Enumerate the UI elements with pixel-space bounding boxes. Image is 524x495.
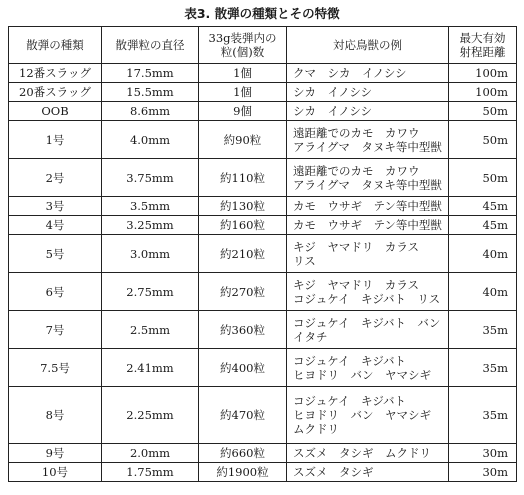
cell-diameter: 1.75mm — [102, 463, 199, 482]
table-row — [9, 197, 517, 216]
table-row — [9, 273, 517, 311]
cell-range: 30m — [449, 444, 517, 463]
cell-game: スズメ タシギ ムクドリ — [287, 444, 449, 463]
cell-type: 20番スラッグ — [9, 83, 102, 102]
cell-diameter: 3.5mm — [102, 197, 199, 216]
cell-diameter: 17.5mm — [102, 64, 199, 83]
header-type: 散弾の種類 — [9, 27, 102, 64]
cell-range: 40m — [449, 235, 517, 273]
header-range: 最大有効 射程距離 — [449, 27, 517, 64]
cell-count: 約1900粒 — [199, 463, 287, 482]
table-row — [9, 349, 517, 387]
cell-diameter: 2.0mm — [102, 444, 199, 463]
cell-count: 約270粒 — [199, 273, 287, 311]
cell-type: 5号 — [9, 235, 102, 273]
cell-diameter: 3.0mm — [102, 235, 199, 273]
header-row — [9, 27, 517, 64]
cell-game: 遠距離でのカモ カワウ アライグマ タヌキ等中型獣 — [287, 121, 449, 159]
cell-range: 35m — [449, 311, 517, 349]
cell-game: スズメ タシギ — [287, 463, 449, 482]
cell-game: キジ ヤマドリ カラス リス — [287, 235, 449, 273]
cell-range: 45m — [449, 197, 517, 216]
cell-diameter: 2.41mm — [102, 349, 199, 387]
cell-diameter: 15.5mm — [102, 83, 199, 102]
cell-count: 1個 — [199, 64, 287, 83]
cell-diameter: 8.6mm — [102, 102, 199, 121]
header-game: 対応鳥獣の例 — [287, 27, 449, 64]
cell-type: 10号 — [9, 463, 102, 482]
cell-range: 40m — [449, 273, 517, 311]
table-row — [9, 311, 517, 349]
cell-game: コジュケイ キジバト バン イタチ — [287, 311, 449, 349]
cell-range: 50m — [449, 159, 517, 197]
cell-range: 35m — [449, 387, 517, 444]
cell-type: 12番スラッグ — [9, 64, 102, 83]
table-caption: 表3. 散弾の種類とその特徴 — [184, 6, 340, 21]
cell-range: 100m — [449, 64, 517, 83]
shot-table — [8, 26, 517, 482]
cell-game: 遠距離でのカモ カワウ アライグマ タヌキ等中型獣 — [287, 159, 449, 197]
cell-count: 約210粒 — [199, 235, 287, 273]
cell-type: 9号 — [9, 444, 102, 463]
cell-range: 45m — [449, 216, 517, 235]
table-row — [9, 216, 517, 235]
table-row — [9, 387, 517, 444]
cell-type: 3号 — [9, 197, 102, 216]
cell-count: 約660粒 — [199, 444, 287, 463]
cell-count: 約470粒 — [199, 387, 287, 444]
cell-count: 約360粒 — [199, 311, 287, 349]
cell-game: コジュケイ キジバト ヒヨドリ バン ヤマシギ ムクドリ — [287, 387, 449, 444]
cell-count: 約130粒 — [199, 197, 287, 216]
cell-count: 約400粒 — [199, 349, 287, 387]
cell-count: 約110粒 — [199, 159, 287, 197]
cell-type: 7号 — [9, 311, 102, 349]
cell-type: OOB — [9, 102, 102, 121]
cell-game: キジ ヤマドリ カラス コジュケイ キジバト リス — [287, 273, 449, 311]
cell-game: シカ イノシシ — [287, 102, 449, 121]
cell-type: 8号 — [9, 387, 102, 444]
cell-game: コジュケイ キジバト ヒヨドリ バン ヤマシギ — [287, 349, 449, 387]
cell-game: カモ ウサギ テン等中型獣 — [287, 197, 449, 216]
header-diameter: 散弾粒の直径 — [102, 27, 199, 64]
cell-range: 50m — [449, 121, 517, 159]
cell-type: 4号 — [9, 216, 102, 235]
cell-game: クマ シカ イノシシ — [287, 64, 449, 83]
table-row — [9, 121, 517, 159]
cell-diameter: 2.75mm — [102, 273, 199, 311]
cell-diameter: 2.5mm — [102, 311, 199, 349]
cell-type: 2号 — [9, 159, 102, 197]
cell-range: 30m — [449, 463, 517, 482]
cell-count: 1個 — [199, 83, 287, 102]
table-row — [9, 463, 517, 482]
table-row — [9, 235, 517, 273]
table-row — [9, 444, 517, 463]
cell-type: 7.5号 — [9, 349, 102, 387]
cell-diameter: 3.25mm — [102, 216, 199, 235]
cell-diameter: 3.75mm — [102, 159, 199, 197]
cell-type: 1号 — [9, 121, 102, 159]
cell-diameter: 4.0mm — [102, 121, 199, 159]
cell-game: カモ ウサギ テン等中型獣 — [287, 216, 449, 235]
cell-range: 50m — [449, 102, 517, 121]
cell-type: 6号 — [9, 273, 102, 311]
header-count: 33g装弾内の 粒(個)数 — [199, 27, 287, 64]
cell-count: 9個 — [199, 102, 287, 121]
cell-diameter: 2.25mm — [102, 387, 199, 444]
cell-range: 35m — [449, 349, 517, 387]
cell-range: 100m — [449, 83, 517, 102]
table-row — [9, 159, 517, 197]
table-row — [9, 64, 517, 83]
cell-count: 約90粒 — [199, 121, 287, 159]
table-row — [9, 83, 517, 102]
cell-count: 約160粒 — [199, 216, 287, 235]
table-row — [9, 102, 517, 121]
cell-game: シカ イノシシ — [287, 83, 449, 102]
